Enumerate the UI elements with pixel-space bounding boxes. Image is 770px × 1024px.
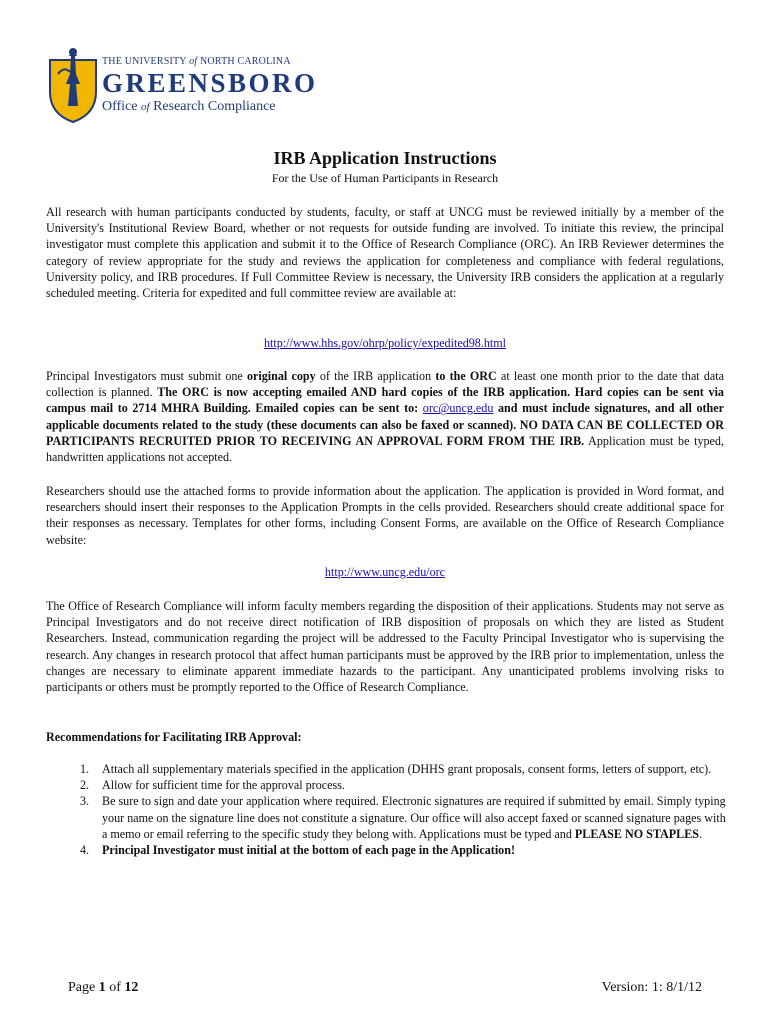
version-label: Version: 1: 8/1/12 xyxy=(601,980,702,995)
page-title: IRB Application Instructions xyxy=(273,148,497,168)
expedited-criteria-link[interactable]: http://www.hhs.gov/ohrp/policy/expedited98.html xyxy=(263,336,507,350)
page-subtitle: For the Use of Human Participants in Research xyxy=(271,171,499,185)
disposition-paragraph: The Office of Research Compliance will inform faculty members regarding the disposition of their applications. Students may not serve as Principal Investigators and do not receive direct notification of IRB disposition of proposals on which they are listed as Student Researchers. Instead, communication regarding the project will be addressed to the Faculty Principal Investigator who is supervising the research. Any changes in research protocol that affect human participants must be approved by the IRB prior to implementation, unless the changes are necessary to eliminate apparent immediate hazards to the participant. Any unanticipated problems involving risks to participants or others must be promptly reported to the Office of Research Compliance. xyxy=(46,599,724,695)
university-line: THE UNIVERSITY of NORTH CAROLINA xyxy=(102,56,291,67)
list-item: 4. Principal Investigator must initial at the bottom of each page in the Application! xyxy=(80,843,515,858)
list-item: 3. Be sure to sign and date your application where required. Electronic signatures are required if submitted by email. Simply typing your name on the signature line does not constitute a signature. Our office will also accept faxed or scanned signature pages with a memo or email referring to the specific study they belong with. Applications must be typed and PLEASE NO STAPLES. xyxy=(80,794,726,841)
spartan-shield-icon xyxy=(46,44,102,124)
expedited-link-row xyxy=(0,336,770,351)
greensboro-wordmark: GREENSBORO xyxy=(102,68,318,98)
intro-paragraph: All research with human participants conducted by students, faculty, or staff at UNCG must be reviewed initially by a member of the University's Institutional Review Board, whether or not requests for outside funding are involved. To initiate this review, the principal investigator must complete this application and submit it to the Office of Research Compliance (ORC). An IRB Reviewer determines the category of review appropriate for the study and reviews the application for completeness and compliance with federal regulations, University policy, and IRB procedures. If Full Committee Review is necessary, the University IRB considers the application at a regularly scheduled meeting. Criteria for expedited and full committee review are available at: xyxy=(46,205,724,301)
orc-website-link[interactable]: http://www.uncg.edu/orc xyxy=(324,565,446,579)
list-item: 2. Allow for sufficient time for the approval process. xyxy=(80,778,345,793)
submission-paragraph: Principal Investigators must submit one original copy of the IRB application to the ORC at least one month prior to the date that data collection is planned. The ORC is now accepting emailed AND hard copies of the IRB application. Hard copies can be sent via campus mail to 2714 MHRA Building. Emailed copies can be sent to: orc@uncg.edu and must include signatures, and all other applicable documents related to the study (these documents can also be faxed or scanned). NO DATA CAN BE COLLECTED OR PARTICIPANTS RECRUITED PRIOR TO RECEIVING AN APPROVAL FORM FROM THE IRB. Application must be typed, handwritten applications not accepted. xyxy=(46,369,724,465)
office-name: Office of Research Compliance xyxy=(102,99,276,114)
uncg-logo xyxy=(46,44,318,124)
orc-email-link[interactable]: orc@uncg.edu xyxy=(422,401,494,416)
forms-paragraph: Researchers should use the attached forms to provide information about the application. The application is provided in Word format, and researchers should insert their responses to the Application Prompts in the cells provided. Researchers should create additional space for their responses as necessary. Templates for other forms, including Consent Forms, are available on the Office of Research Compliance website: xyxy=(46,484,724,547)
recommendations-list xyxy=(46,761,726,858)
orc-website-link-row xyxy=(0,565,770,580)
list-item: 1. Attach all supplementary materials specified in the application (DHHS grant proposals, consent forms, letters of support, etc). xyxy=(80,762,712,776)
page-number: Page 1 of 12 xyxy=(68,980,139,995)
recommendations-heading: Recommendations for Facilitating IRB Approval: xyxy=(46,730,302,744)
